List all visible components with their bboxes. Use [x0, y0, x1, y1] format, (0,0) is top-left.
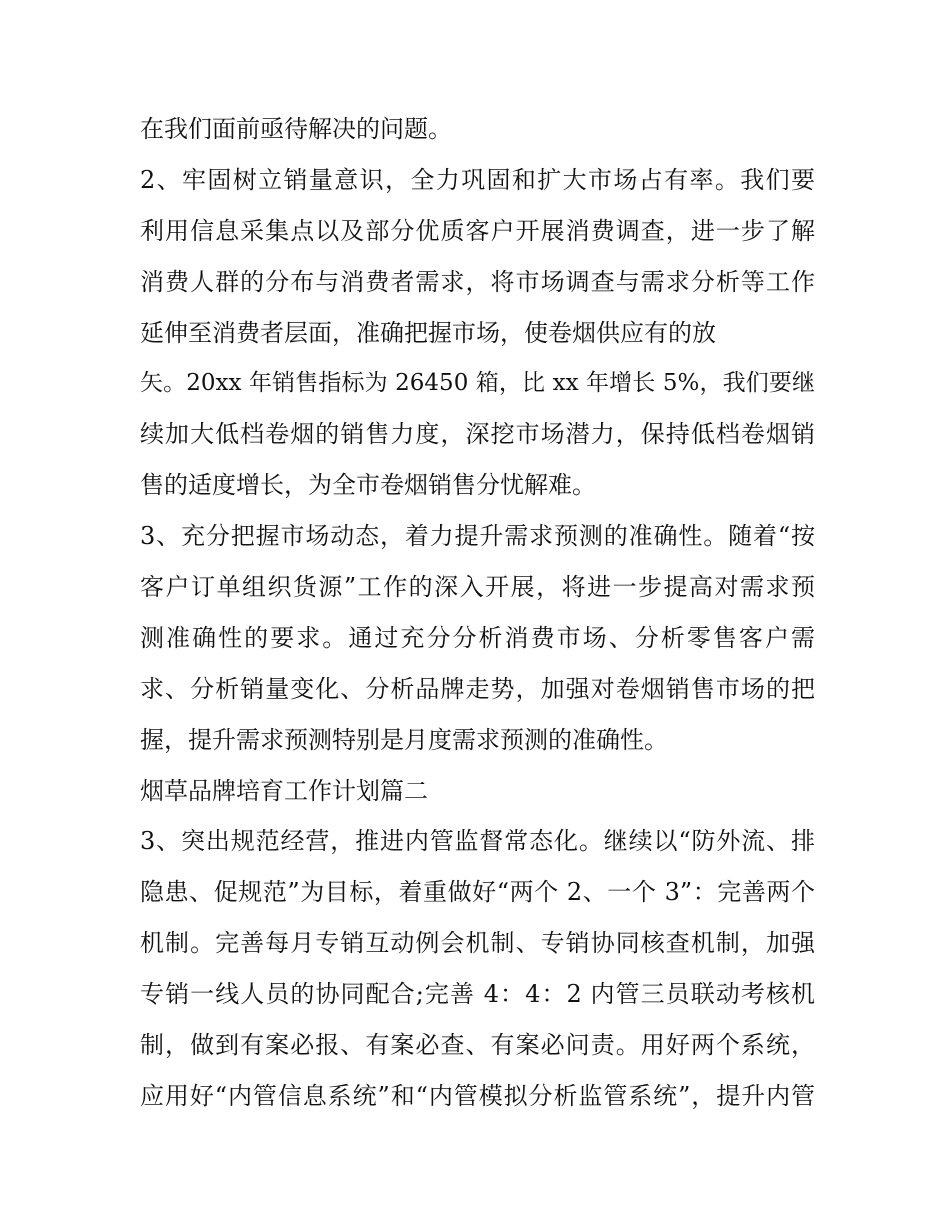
section-heading: 烟草品牌培育工作计划篇二 [140, 776, 428, 805]
text-line: 专销一线人员的协同配合;完善 4：4：2 内管三员联动考核机 [140, 980, 815, 1009]
text-line: 矢。20xx 年销售指标为 26450 箱，比 xx 年增长 5%，我们要继 [140, 370, 815, 397]
text-line: 2、牢固树立销量意识，全力巩固和扩大市场占有率。我们要 [140, 165, 815, 194]
text-line: 消费人群的分布与消费者需求，将市场调查与需求分析等工作 [140, 267, 815, 296]
text-line: 在我们面前亟待解决的问题。 [140, 115, 452, 143]
text-line: 3、充分把握市场动态，着力提升需求预测的准确性。随着“按 [140, 522, 815, 551]
text-line: 应用好“内管信息系统”和“内管模拟分析监管系统”，提升内管 [140, 1081, 815, 1110]
text-line: 握，提升需求预测特别是月度需求预测的准确性。 [140, 725, 668, 754]
document-body [140, 108, 815, 1126]
text-line: 利用信息采集点以及部分优质客户开展消费调查，进一步了解 [140, 216, 815, 245]
text-line: 售的适度增长，为全市卷烟销售分忧解难。 [140, 471, 596, 500]
text-line: 3、突出规范经营，推进内管监督常态化。继续以“防外流、排 [140, 827, 815, 856]
text-line: 制，做到有案必报、有案必查、有案必问责。用好两个系统， [140, 1031, 815, 1060]
text-line: 客户订单组织货源”工作的深入开展，将进一步提高对需求预 [140, 573, 815, 602]
text-line: 测准确性的要求。通过充分分析消费市场、分析零售客户需 [140, 623, 815, 652]
text-line: 延伸至消费者层面，准确把握市场，使卷烟供应有的放 [140, 318, 716, 347]
text-line: 隐患、促规范”为目标，着重做好“两个 2、一个 3”：完善两个 [140, 878, 815, 907]
text-line: 求、分析销量变化、分析品牌走势，加强对卷烟销售市场的把 [140, 674, 815, 703]
text-line: 机制。完善每月专销互动例会机制、专销协同核查机制，加强 [140, 929, 815, 958]
text-line: 续加大低档卷烟的销售力度，深挖市场潜力，保持低档卷烟销 [140, 420, 815, 449]
